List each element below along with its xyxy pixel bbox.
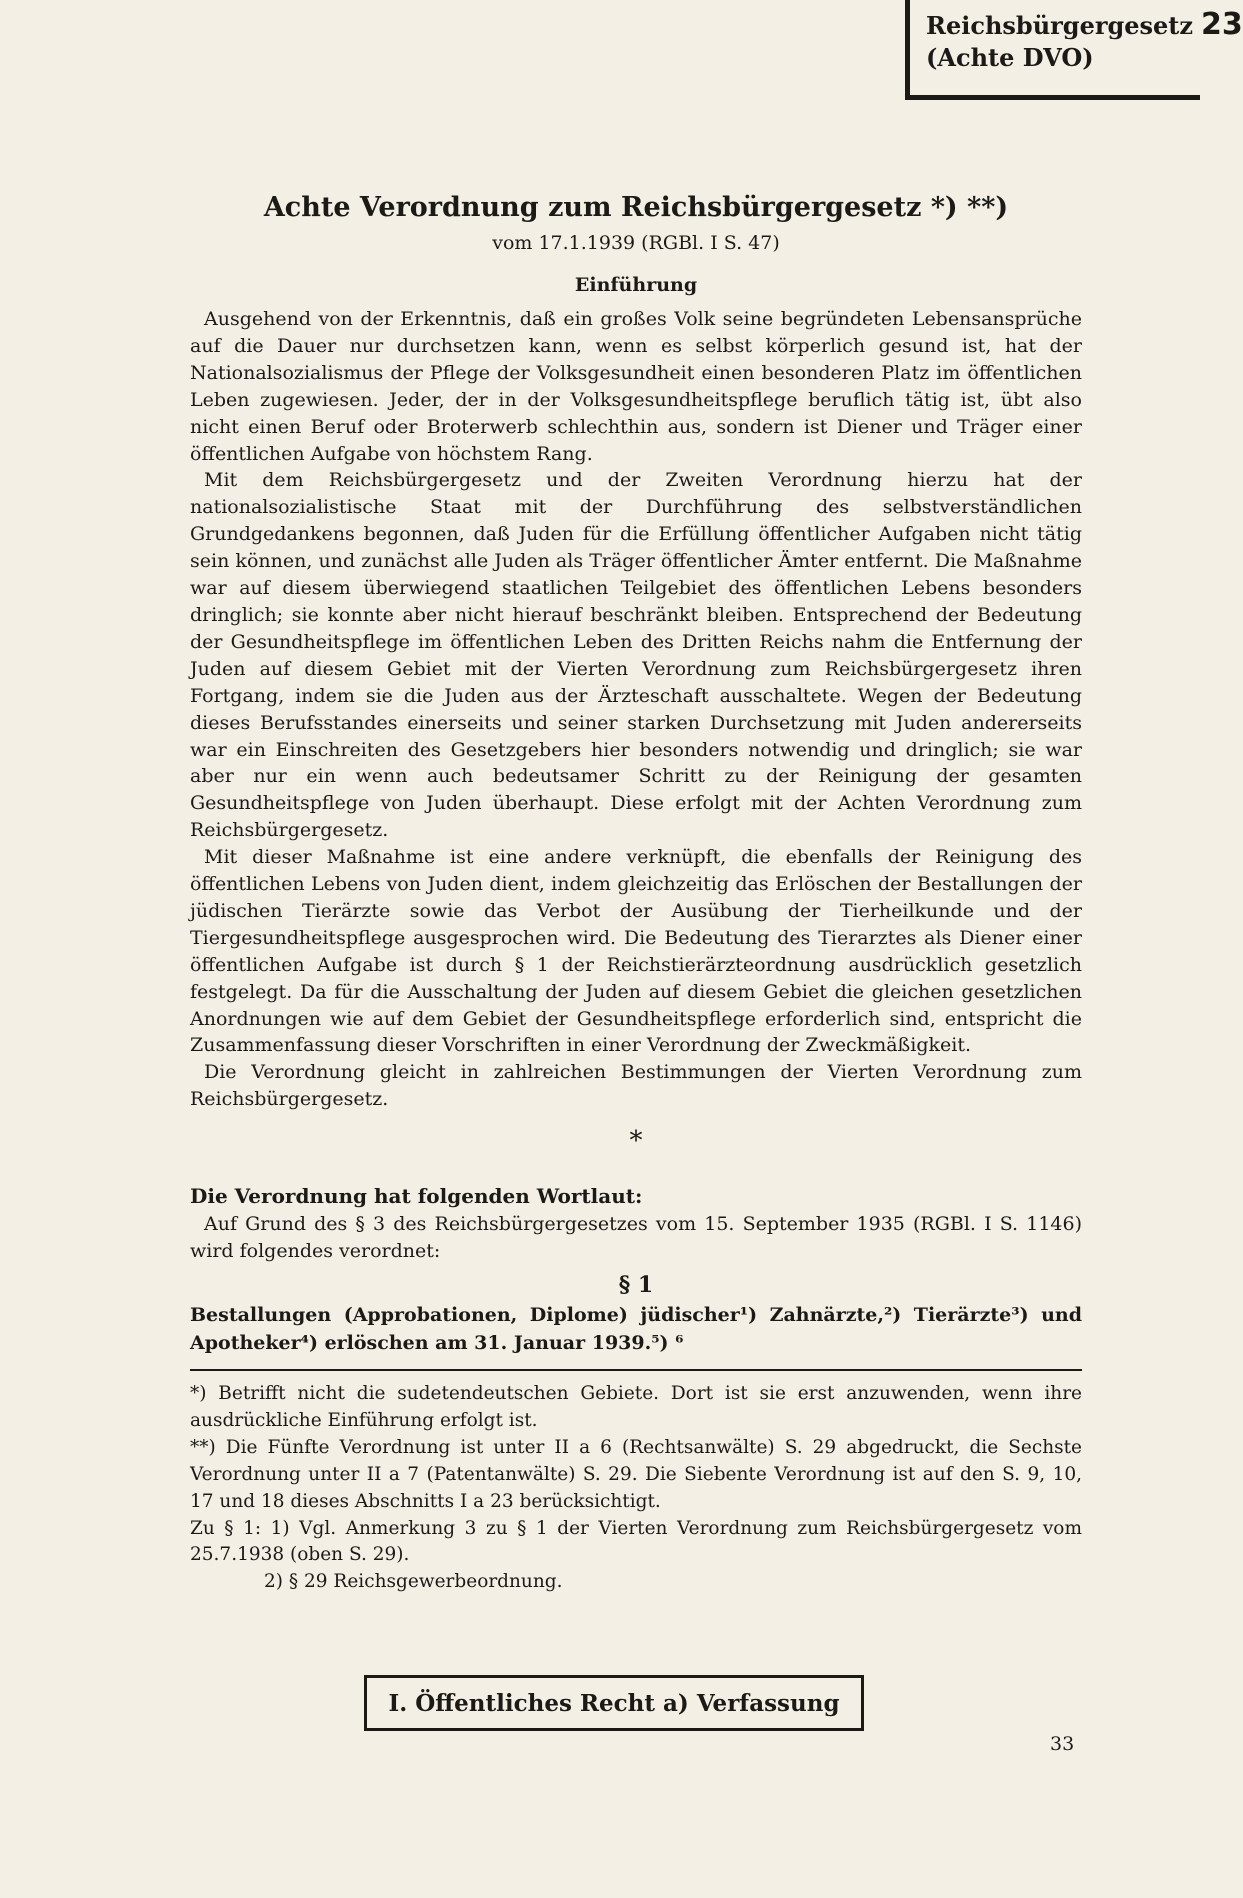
footer-section-box: I. Öffentliches Recht a) Verfassung xyxy=(364,1675,864,1731)
intro-paragraph: Mit dieser Maßnahme ist eine andere verknüpft, die ebenfalls der Reinigung des öffentlichen Lebens von Juden dient, indem gleichzeitig das Erlöschen der Bestallungen der jüdischen Tierärzte sowie das Verbot der Ausübung der Tierheilkunde und der Tiergesundheitspflege ausgesprochen wird. Die Bedeutung des Tierarztes als Diener einer öffentlichen Aufgabe ist durch § 1 der Reichstierärzteordnung ausdrücklich gesetzlich festgelegt. Da für die Ausschaltung der Juden auf diesem Gebiet die gleichen gesetzlichen Anordnungen wie auf dem Gebiet der Gesundheitspflege erforderlich sind, entspricht die Zusammenfassung dieser Vorschriften in einer Verordnung der Zweckmäßigkeit. xyxy=(190,846,1082,1057)
section-sign: § 1 xyxy=(618,1272,654,1298)
intro-heading: Einführung xyxy=(574,274,698,296)
section-separator: * xyxy=(629,1126,643,1157)
wording-heading: Die Verordnung hat folgenden Wortlaut: xyxy=(190,1184,643,1209)
header-title-line xyxy=(926,7,1243,42)
header-box xyxy=(905,0,1243,100)
intro-paragraph: Mit dem Reichsbürgergesetz und der Zweiten Verordnung hierzu hat der nationalsozialistische Staat mit der Durchführung des selbstverständlichen Grundgedankens begonnen, daß Juden für die Erfüllung öffentlicher Aufgaben nicht tätig sein können, und zunächst alle Juden als Träger öffentlicher Ämter entfernt. Die Maßnahme war auf diesem überwiegend staatlichen Teilgebiet des öffentlichen Lebens besonders dringlich; sie konnte aber nicht hierauf beschränkt bleiben. Entsprechend der Bedeutung der Gesundheitspflege im öffentlichen Leben des Dritten Reichs nahm die Entfernung der Juden auf diesem Gebiet mit der Vierten Verordnung zum Reichsbürgergesetz ihren Fortgang, indem sie die Juden aus der Ärzteschaft ausschaltete. Wegen der Bedeutung dieses Berufsstandes einerseits und seiner starken Durchsetzung mit Juden andererseits war ein Einschreiten des Gesetzgebers hier besonders notwendig und dringlich; sie war aber nur ein wenn auch bedeutsamer Schritt zu der Reinigung der gesamten Gesundheitspflege von Juden überhaupt. Diese erfolgt mit der Achten Verordnung zum Reichsbürgergesetz. xyxy=(190,469,1082,842)
footnote: Zu § 1: 1) Vgl. Anmerkung 3 zu § 1 der Vierten Verordnung zum Reichsbürgergesetz vom 25.7.1938 (oben S. 29). xyxy=(190,1517,1082,1566)
page-number: 33 xyxy=(1050,1733,1075,1755)
document-title: Achte Verordnung zum Reichsbürgergesetz *) **) xyxy=(263,192,1009,223)
preamble: Auf Grund des § 3 des Reichsbürgergesetzes vom 15. September 1935 (RGBl. I S. 1146) wird folgendes verordnet: xyxy=(190,1213,1082,1263)
main-content xyxy=(190,188,1082,1596)
header-title: Reichsbürgergesetz xyxy=(926,11,1194,40)
footnote-divider xyxy=(190,1369,1082,1371)
document-date-line: vom 17.1.1939 (RGBl. I S. 47) xyxy=(492,232,780,254)
header-number: 23 xyxy=(1201,7,1243,42)
footnote-continuation: 2) § 29 Reichsgewerbeordnung. xyxy=(264,1571,563,1593)
section-heading: Bestallungen (Approbationen, Diplome) jüdischer¹) Zahnärzte,²) Tierärzte³) und Apotheker⁴) erlöschen am 31. Januar 1939.⁵) ⁶ xyxy=(190,1304,1082,1354)
intro-paragraph: Ausgehend von der Erkenntnis, daß ein großes Volk seine begründeten Lebensansprüche auf die Dauer nur durchsetzen kann, wenn es selbst körperlich gesund ist, hat der Nationalsozialismus der Pflege der Volksgesundheit einen besonderen Platz im öffentlichen Leben zugewiesen. Jeder, der in der Volksgesundheitspflege beruflich tätig ist, übt also nicht einen Beruf oder Broterwerb schlechthin aus, sondern ist Diener und Träger einer öffentlichen Aufgabe von höchstem Rang. xyxy=(190,308,1082,465)
header-subtitle: (Achte DVO) xyxy=(926,43,1094,72)
footnote: **) Die Fünfte Verordnung ist unter II a 6 (Rechtsanwälte) S. 29 abgedruckt, die Sechste Verordnung unter II a 7 (Patentanwälte) S. 29. Die Siebente Verordnung ist auf den S. 9, 10, 17 und 18 dieses Abschnitts I a 23 berücksichtigt. xyxy=(190,1436,1082,1512)
intro-paragraph: Die Verordnung gleicht in zahlreichen Bestimmungen der Vierten Verordnung zum Reichsbürgergesetz. xyxy=(190,1061,1082,1111)
footnote: *) Betrifft nicht die sudetendeutschen Gebiete. Dort ist sie erst anzuwenden, wenn ihre ausdrückliche Einführung erfolgt ist. xyxy=(190,1383,1082,1431)
